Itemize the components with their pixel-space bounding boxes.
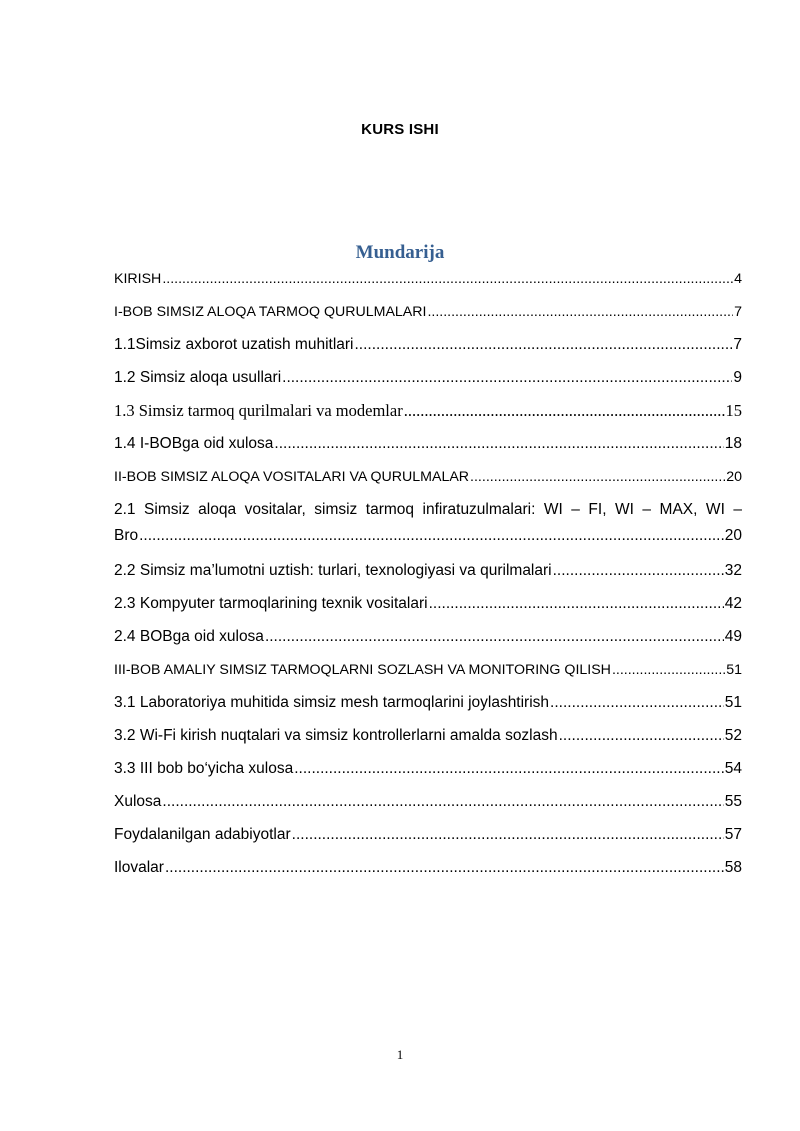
toc-entry-xulosa[interactable]: [114, 791, 742, 813]
toc-entry-label: 1.1Simsiz axborot uzatish muhitlari: [114, 336, 354, 353]
toc-entry-label: KIRISH: [114, 271, 162, 287]
toc-entry-page: 57: [724, 826, 742, 843]
toc-entry-page: 54: [724, 760, 742, 777]
toc-entry-3-2[interactable]: [114, 725, 742, 747]
toc-entry-page: 51: [726, 662, 742, 678]
toc-entry-page: 7: [733, 336, 742, 353]
toc-entry-page: 20: [726, 469, 742, 485]
toc-entry-label: 1.2 Simsiz aloqa usullari: [114, 369, 282, 386]
toc-entry-page: 18: [724, 435, 742, 452]
toc-entry-page: 15: [725, 401, 742, 420]
toc-entry-page: 32: [724, 562, 742, 579]
dot-leader: [162, 791, 723, 813]
toc-entry-label: 2.2 Simsiz ma’lumotni uztish: turlari, texnologiyasi va qurilmalari: [114, 562, 552, 579]
dot-leader: [165, 857, 724, 879]
toc-entry-label: 2.4 BOBga oid xulosa: [114, 628, 264, 645]
toc-entry-page: 7: [734, 304, 742, 320]
dot-leader: [282, 367, 732, 389]
toc-entry-2-1-line2[interactable]: [114, 525, 742, 547]
document-title: KURS ISHI: [361, 121, 439, 138]
toc-entry-2-1-line1[interactable]: [114, 499, 742, 521]
dot-leader: [294, 758, 724, 780]
dot-leader: [553, 560, 724, 582]
dot-leader: [404, 400, 725, 422]
dot-leader: [292, 824, 724, 846]
toc-entry-chapter-2[interactable]: [114, 466, 742, 488]
dot-leader: [139, 525, 724, 547]
toc-entry-label: II-BOB SIMSIZ ALOQA VOSITALARI VA QURULMALAR: [114, 469, 470, 485]
toc-entry-page: 49: [724, 628, 742, 645]
toc-entry-1-1[interactable]: [114, 334, 742, 356]
dot-leader: [612, 659, 725, 681]
toc-entry-3-1[interactable]: [114, 692, 742, 714]
toc-entry-2-3[interactable]: [114, 593, 742, 615]
toc-entry-label: Xulosa: [114, 793, 162, 810]
toc-entry-page: 9: [733, 369, 742, 386]
toc-entry-label: Bro: [114, 527, 139, 544]
page-number: 1: [396, 1047, 404, 1062]
toc-entry-1-2[interactable]: [114, 367, 742, 389]
toc-entry-3-3[interactable]: [114, 758, 742, 780]
toc-entry-label: 2.1 Simsiz aloqa vositalar, simsiz tarmoq infiratuzulmalari: WI – FI, WI – MAX, WI –: [114, 501, 742, 518]
dot-leader: [559, 725, 724, 747]
toc-entry-page: 58: [724, 859, 742, 876]
toc-entry-label: Foydalanilgan adabiyotlar: [114, 826, 291, 843]
dot-leader: [162, 268, 733, 290]
toc-entry-label: 2.3 Kompyuter tarmoqlarining texnik vositalari: [114, 595, 428, 612]
toc-entry-label: 3.3 III bob bo‘yicha xulosa: [114, 760, 294, 777]
dot-leader: [355, 334, 733, 356]
dot-leader: [274, 433, 723, 455]
toc-entry-2-2[interactable]: [114, 560, 742, 582]
toc-entry-label: I-BOB SIMSIZ ALOQA TARMOQ QURULMALARI: [114, 304, 427, 320]
toc-entry-label: Ilovalar: [114, 859, 164, 876]
toc-entry-page: 55: [724, 793, 742, 810]
dot-leader: [429, 593, 724, 615]
toc-entry-2-4[interactable]: [114, 626, 742, 648]
dot-leader: [550, 692, 724, 714]
toc-entry-adabiyotlar[interactable]: [114, 824, 742, 846]
toc-entry-page: 20: [724, 527, 742, 544]
toc-entry-1-3[interactable]: [114, 400, 742, 422]
toc-entry-page: 42: [724, 595, 742, 612]
toc-entry-label: 3.1 Laboratoriya muhitida simsiz mesh tarmoqlarini joylashtirish: [114, 694, 550, 711]
toc-entry-page: 52: [724, 727, 742, 744]
dot-leader: [427, 301, 733, 323]
toc-entry-label: 1.3 Simsiz tarmoq qurilmalari va modemlar: [114, 401, 403, 420]
toc-entry-kirish[interactable]: [114, 268, 742, 290]
toc-entry-1-4[interactable]: [114, 433, 742, 455]
toc-entry-chapter-1[interactable]: [114, 301, 742, 323]
toc-entry-page: 51: [724, 694, 742, 711]
toc-entry-chapter-3[interactable]: [114, 659, 742, 681]
toc-entry-label: 3.2 Wi-Fi kirish nuqtalari va simsiz kontrollerlarni amalda sozlash: [114, 727, 558, 744]
dot-leader: [265, 626, 724, 648]
toc-entry-page: 4: [734, 271, 742, 287]
toc-entry-label: 1.4 I-BOBga oid xulosa: [114, 435, 274, 452]
toc-entry-label: III-BOB AMALIY SIMSIZ TARMOQLARNI SOZLASH VA MONITORING QILISH: [114, 662, 611, 678]
dot-leader: [470, 466, 725, 488]
toc-entry-ilovalar[interactable]: [114, 857, 742, 879]
toc-heading: Mundarija: [355, 242, 445, 263]
